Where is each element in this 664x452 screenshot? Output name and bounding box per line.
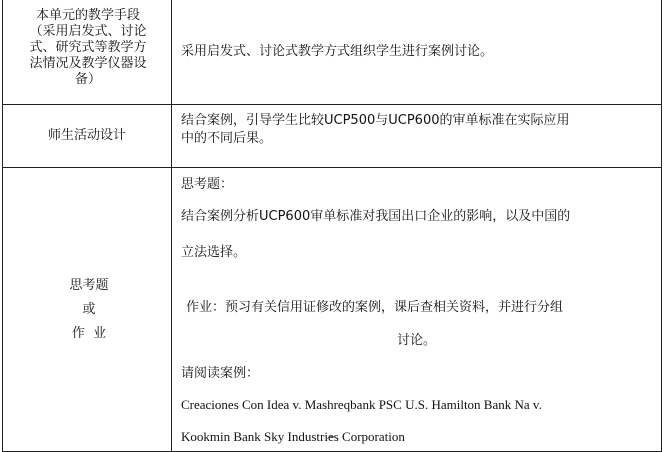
- homework-assignment-line: 讨论。: [396, 333, 436, 348]
- homework-label-line: 作 业: [71, 325, 107, 341]
- activity-design-content-line: 结合案例，引导学生比较UCP500与UCP600的审单标准在实际应用: [181, 113, 570, 128]
- discussion-question-line: 立法选择。: [181, 245, 247, 260]
- case-citation-line: Creaciones Con Idea v. Mashreqbank PSC U.S. Hamilton Bank Na v.: [181, 397, 542, 412]
- homework-label-line: 或: [82, 301, 96, 317]
- homework-content-cell: [172, 168, 662, 452]
- teaching-method-label-cell: [3, 0, 172, 105]
- teaching-method-content-cell: [172, 0, 662, 105]
- teaching-method-label-line: 法情况及教学仪器设: [29, 56, 147, 71]
- discussion-question-line: 结合案例分析UCP600审单标准对我国出口企业的影响，以及中国的: [181, 209, 571, 224]
- table-row: [3, 105, 662, 168]
- table-row: [3, 168, 662, 452]
- reading-case-title: 请阅读案例：: [181, 366, 260, 381]
- table-row: [3, 0, 662, 105]
- teaching-method-label-line: （采用启发式、讨论: [29, 24, 147, 39]
- homework-label-cell: [3, 168, 172, 452]
- homework-assignment-line: 作业：预习有关信用证修改的案例，课后查相关资料，并进行分组: [186, 300, 564, 315]
- teaching-method-content: 采用启发式、讨论式教学方式组织学生进行案例讨论。: [181, 44, 494, 59]
- page-edge-mark: [326, 436, 338, 442]
- activity-design-content-cell: [172, 105, 662, 168]
- teaching-method-label-line: 备）: [74, 72, 101, 87]
- lesson-plan-table: [2, 0, 662, 452]
- teaching-method-label-line: 式、研究式等教学方: [29, 40, 147, 55]
- activity-design-content-line: 中的不同后果。: [181, 131, 273, 146]
- case-citation-line: Kookmin Bank Sky Industries Corporation: [181, 429, 405, 444]
- activity-design-label-cell: [3, 105, 172, 168]
- teaching-method-label-line: 本单元的教学手段: [35, 8, 140, 23]
- homework-label-line: 思考题: [69, 277, 109, 293]
- activity-design-label: 师生活动设计: [47, 128, 126, 143]
- discussion-question-title: 思考题：: [181, 177, 234, 192]
